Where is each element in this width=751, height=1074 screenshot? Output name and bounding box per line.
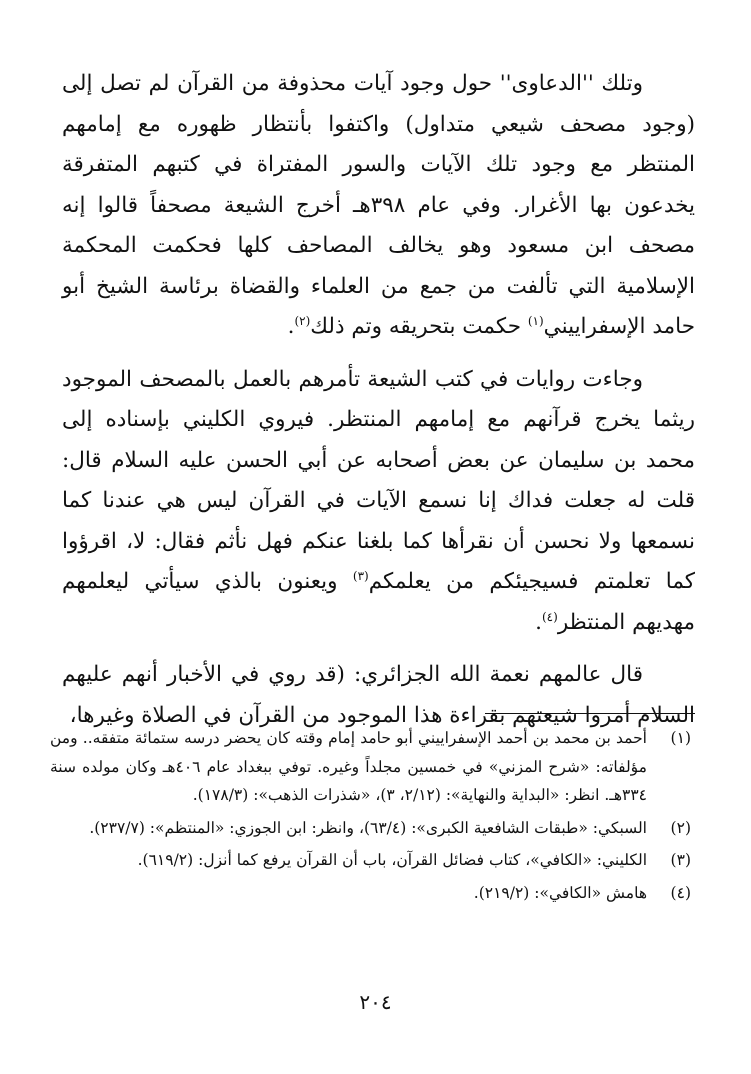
main-text xyxy=(62,64,695,736)
footnote-number: (٣) xyxy=(670,851,691,869)
footnote-ref-3: (٣) xyxy=(352,568,369,583)
paragraph-1: وتلك ''الدعاوى'' حول وجود آيات محذوفة من القرآن لم تصل إلى (وجود مصحف شيعي متداول) واكتفوا بأنتظار ظهوره مع إمامهم المنتظر مع وجود تلك الآيات والسور المفتراة في كتبهم المتفرقة يخدعون بها الأغرار. وفي عام ٣٩٨هـ أخرج الشيعة مصحفاً قالوا إنه مصحف ابن مسعود وهو يخالف المصاحف كلها فحكمت المحكمة الإسلامية التي تألفت من جمع من العلماء والقضاة برئاسة الشيخ أبو حامد الإسفراييني$^{(١)}$ حكمت بتحريقه وتم ذلك$^{(٢)}$. xyxy=(62,71,695,339)
paragraph-3: قال عالمهم نعمة الله الجزائري: (قد روي في الأخبار أنهم عليهم السلام أمروا شيعتهم بقراءة هذا الموجود من القرآن في الصلاة وغيرها، xyxy=(62,662,695,728)
footnote-number: (١) xyxy=(670,729,691,747)
footnote-divider xyxy=(485,713,695,714)
footnote-text: الكليني: «الكافي»، كتاب فضائل القرآن، باب أن القرآن يرفع كما أنزل: (٦١٩/٢). xyxy=(137,851,647,869)
footnote-number: (٤) xyxy=(670,883,691,902)
footnote-number: (٢) xyxy=(670,818,691,837)
footnote-ref-1: (١) xyxy=(527,313,544,328)
footnote-1 xyxy=(50,724,691,810)
footnote-text: هامش «الكافي»: (٢١٩/٢). xyxy=(473,883,647,902)
footnote-4 xyxy=(50,879,691,908)
footnote-ref-4: (٤) xyxy=(541,609,558,624)
page-number: ٢٠٤ xyxy=(359,990,392,1014)
footnote-2 xyxy=(50,814,691,843)
footnote-3 xyxy=(50,846,691,875)
footnote-text: السبكي: «طبقات الشافعية الكبرى»: (٦٣/٤)، وانظر: ابن الجوزي: «المنتظم»: (٢٣٧/٧). xyxy=(89,818,647,837)
footnote-ref-2: (٢) xyxy=(294,313,311,328)
footnotes xyxy=(50,724,691,911)
paragraph-2: وجاءت روايات في كتب الشيعة تأمرهم بالعمل بالمصحف الموجود ريثما يخرج قرآنهم مع إمامهم المنتظر. فيروي الكليني بإسناده إلى محمد بن سليمان عن بعض أصحابه عن أبي الحسن عليه السلام قال: قلت له جعلت فداك إنا نسمع الآيات في القرآن ليس هي عندنا كما نسمعها ولا نحسن أن نقرأها كما بلغنا عنكم فهل نأثم فقال: لا، اقرؤوا كما تعلمتم فسيجيئكم من يعلمكم$^{(٣)}$ ويعنون بالذي سيأتي ليعلمهم مهديهم المنتظر$^{(٤)}$. xyxy=(62,366,696,635)
footnote-text: أحمد بن محمد بن أحمد الإسفراييني أبو حامد إمام وقته كان يحضر درسه ستمائة متفقه.. ومن مؤلفاته: «شرح المزني» في خمسين مجلداً وغيره. توفي ببغداد عام ٤٠٦هـ وكان مولده سنة ٣٣٤هـ. انظر: «البداية والنهاية»: (٢/١٢، ٣)، «شذرات الذهب»: (١٧٨/٣). xyxy=(50,729,647,804)
